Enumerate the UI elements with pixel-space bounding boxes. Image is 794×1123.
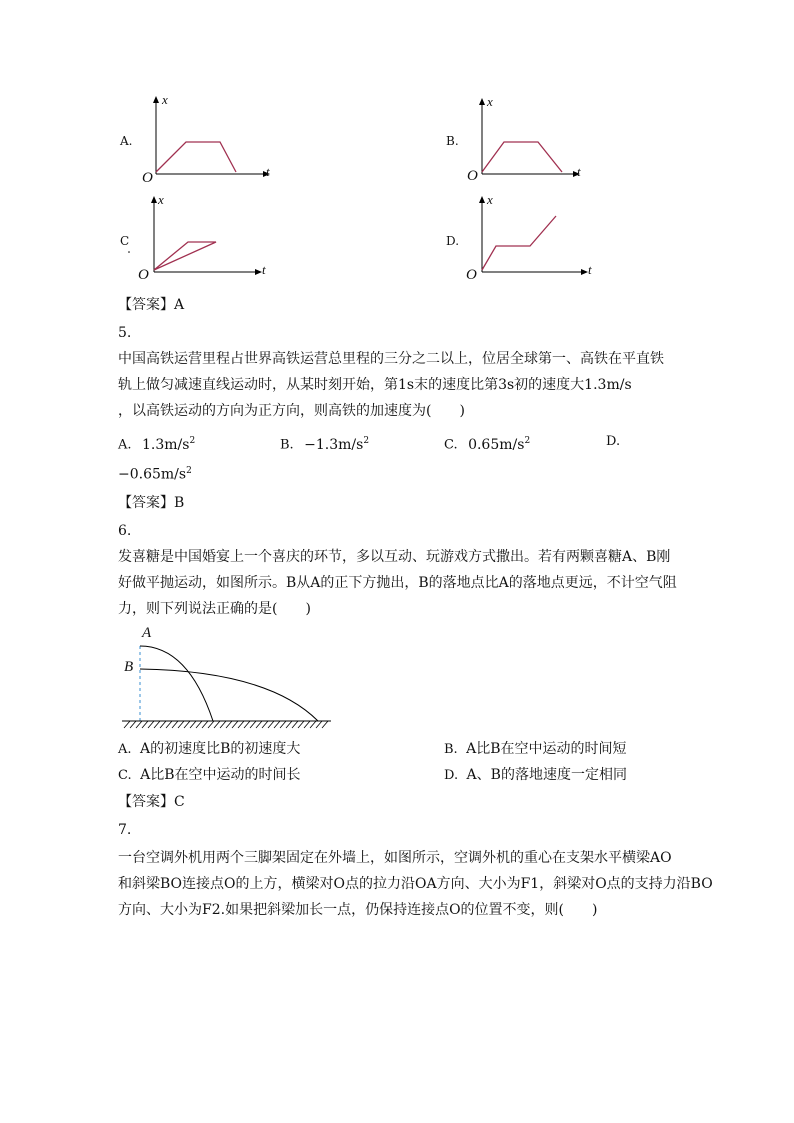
q6-option-c[interactable] [118,762,300,789]
projectile-diagram [118,625,368,733]
q6-line-2: 好做平抛运动，如图所示。B从A的正下方抛出，B的落地点比A的落地点更远，不计空气阻 [118,575,677,591]
q5-option-d[interactable] [606,428,620,455]
q6-option-a[interactable] [118,736,300,763]
projectile-figure [118,625,368,733]
option-value: 1.3m/s [141,436,190,453]
axis-x-label: x [487,94,493,109]
q4-graph-d [444,190,614,285]
q7-line-1: 一台空调外机用两个三脚架固定在外墙上，如图所示，空调外机的重心在支架水平横梁AO [118,850,672,866]
axis-t-label: t [266,164,270,179]
q6-answer: 【答案】C [118,794,185,810]
option-text: A比B在空中运动的时间短 [466,741,627,757]
q4-graph-b [444,92,614,187]
option-letter: D. [606,434,621,449]
option-text: A的初速度比B的初速度大 [139,741,301,757]
option-value: −0.65m/s [118,466,187,483]
option-letter: A. [118,437,132,453]
q7-line-3: 方向、大小为F2.如果把斜梁加长一点，仍保持连接点O的位置不变，则( ) [118,902,598,918]
origin-label: O [466,267,477,283]
option-letter: B. [444,742,458,757]
option-exponent: 2 [189,436,196,446]
point-a-label: A [142,625,152,641]
axis-x-label: x [162,92,168,107]
q5-line-2: 轨上做匀减速直线运动时，从某时刻开始，第1s末的速度比第3s初的速度大1.3m/s [118,377,632,393]
option-letter: B. [280,437,294,453]
q7-number: 7. [118,822,132,838]
axis-t-label: t [577,164,581,179]
q5-option-a[interactable] [118,428,195,459]
q6-line-3: 力，则下列说法正确的是( ) [118,601,311,617]
option-exponent: 2 [524,436,531,446]
q6-option-d[interactable] [444,762,627,789]
option-letter: C [120,234,130,248]
point-b-label: B [124,659,134,675]
origin-label: O [142,170,153,186]
q4-answer: 【答案】A [118,297,185,313]
axis-t-label: t [588,262,592,277]
option-exponent: 2 [363,436,370,446]
q5-option-d-value [118,458,192,488]
option-letter: C. [444,437,458,453]
q5-line-1: 中国高铁运营里程占世界高铁运营总里程的三分之二以上，位居全球第一、高铁在平直铁 [118,351,664,367]
q5-option-b[interactable] [280,428,369,459]
option-letter: A. [118,742,132,757]
q7-line-2: 和斜梁BO连接点O的上方，横梁对O点的拉力沿OA方向、大小为F1，斜梁对O点的支持力沿BO [118,876,713,892]
q6-option-b[interactable] [444,736,627,763]
q4-graph-c [118,190,288,285]
q6-line-1: 发喜糖是中国婚宴上一个喜庆的环节，多以互动、玩游戏方式撒出。若有两颗喜糖A、B刚 [118,549,671,565]
origin-label: O [138,267,149,283]
option-letter: A. [120,134,133,148]
axis-x-label: x [487,192,493,207]
q5-number: 5. [118,325,132,341]
axis-t-label: t [262,262,266,277]
option-letter: C. [118,768,132,783]
origin-label: O [467,168,478,184]
q6-number: 6. [118,523,132,539]
axis-x-label: x [158,192,164,207]
q5-line-3: ，以高铁运动的方向为正方向，则高铁的加速度为( ) [118,403,465,419]
option-value: −1.3m/s [304,436,364,453]
option-exponent: 2 [186,466,192,476]
option-text: A、B的落地速度一定相同 [466,767,627,783]
q5-option-c[interactable] [444,428,530,459]
q4-graph-a [118,92,288,187]
option-letter: D. [446,234,460,248]
q5-answer: 【答案】B [118,495,185,511]
option-letter: D. [444,768,459,783]
option-letter: B. [446,134,459,148]
option-value: 0.65m/s [468,436,525,453]
option-text: A比B在空中运动的时间长 [140,767,301,783]
